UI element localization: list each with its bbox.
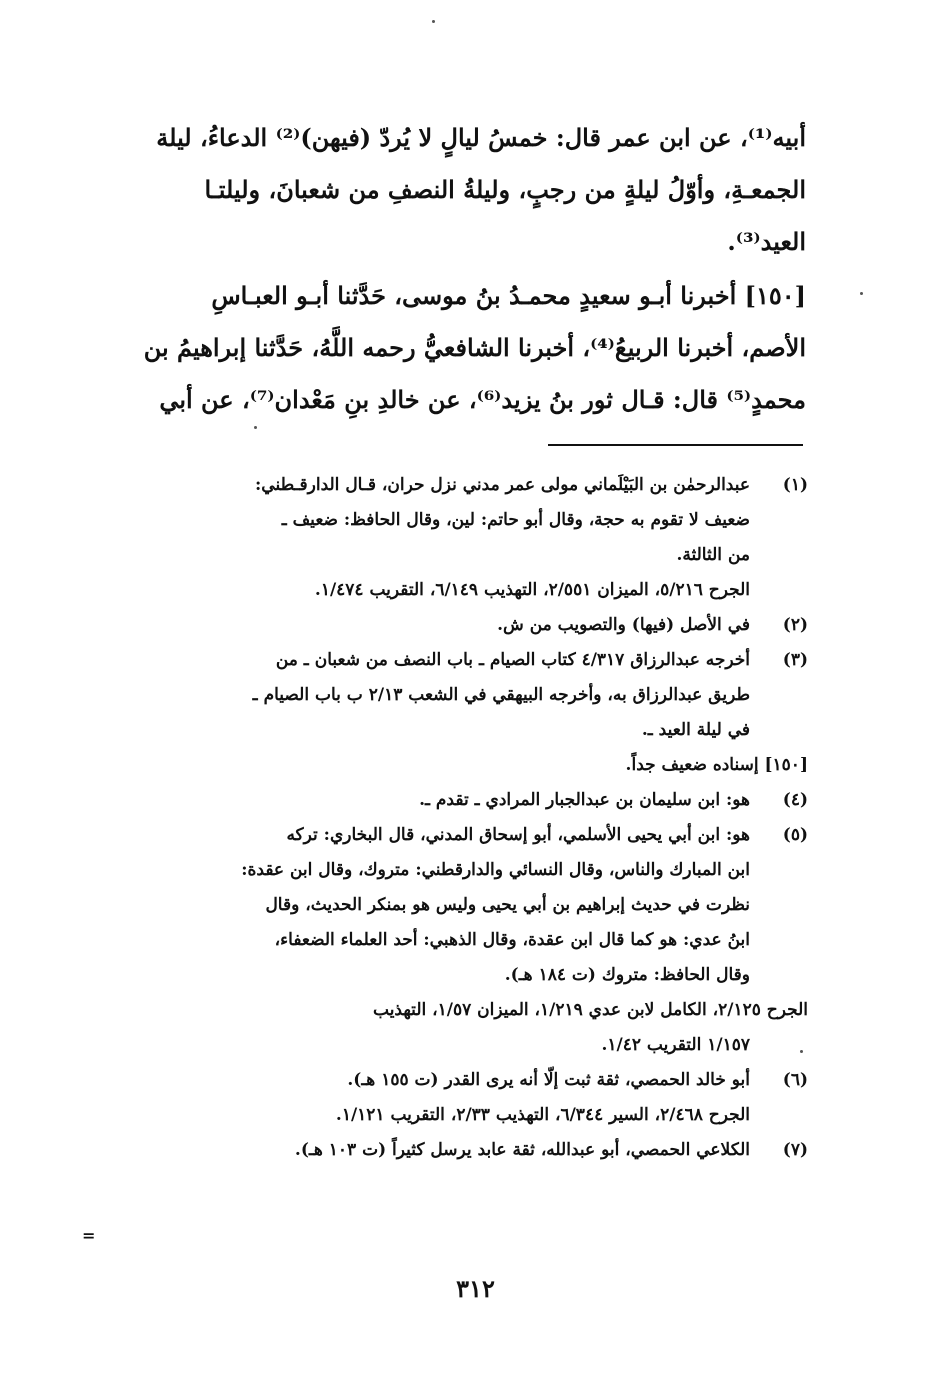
footnote-line: هو: ابن سليمان بن عبدالجبار المرادي ـ تقدم ـ.	[419, 790, 750, 810]
main-line: العيد⁽³⁾.	[727, 227, 806, 256]
footnote-number: (٣)	[782, 650, 808, 670]
main-line: [١٥٠] أخبرنا أبـو سعيدٍ محمـدُ بنُ موسى، حَدَّثنا أبـو العبـاسِ	[211, 281, 806, 310]
footnote-body	[115, 468, 750, 573]
footnote-line: وقال الحافظ: متروك (ت ١٨٤ هـ).	[504, 965, 750, 985]
scan-speck	[432, 20, 435, 23]
main-paragraph-150	[116, 270, 806, 426]
footnote-line: الكلاعي الحمصي، أبو عبدالله، ثقة عابد يرسل كثيراً (ت ١٠٣ هـ).	[294, 1140, 750, 1160]
footnote-line: هو: ابن أبي يحيى الأسلمي، أبو إسحاق المدني، قال البخاري: تركه	[286, 825, 750, 845]
footnote-number: (١)	[782, 475, 808, 495]
footnote-line: أخرجه عبدالرزاق ٤/٣١٧ كتاب الصيام ـ باب النصف من شعبان ـ من	[275, 650, 750, 670]
footnote-line: نظرت في حديث إبراهيم بن أبي يحيى وليس هو بمنكر الحديث، وقال	[265, 895, 750, 915]
isnad-grading-note: [١٥٠] إسناده ضعيف جداً.	[625, 755, 808, 775]
main-line: محمدٍ⁽⁵⁾ قال: قـال ثور بنُ يزيد⁽⁶⁾، عن خالدِ بنِ مَعْدان⁽⁷⁾، عن أبي	[159, 385, 806, 414]
footnote-6	[115, 1063, 808, 1098]
footnote-reference-line: الجرح ٥/٢١٦، الميزان ٢/٥٥١، التهذيب ٦/١٤٩، التقريب ١/٤٧٤.	[314, 580, 750, 600]
footnote-line: ابنُ عدي: هو كما قال ابن عقدة، وقال الذهبي: أحد العلماء الضعفاء،	[274, 930, 750, 950]
page-number: ٣١٢	[456, 1274, 495, 1303]
continuation-mark: =	[82, 1226, 96, 1245]
footnote-number: (٧)	[782, 1140, 808, 1160]
scan-speck	[860, 292, 863, 295]
footnote-line: عبدالرحمٰن بن البَيْلَماني مولى عمر مدني نزل حران، قـال الدارقـطني:	[255, 475, 750, 495]
footnote-body	[115, 818, 750, 993]
footnote-reference-line: ١/١٥٧ التقريب ١/٤٢.	[601, 1035, 750, 1055]
footnote-reference-line: الجرح ٢/١٢٥، الكامل لابن عدي ١/٢١٩، الميزان ١/٥٧، التهذيب	[373, 1000, 808, 1020]
footnote-number: (٦)	[782, 1070, 808, 1090]
footnote-number: (٥)	[782, 825, 808, 845]
footnote-body	[115, 608, 750, 643]
main-line: أبيه⁽¹⁾، عن ابن عمر قال: خمسُ ليالٍ لا يُردّ (فيهن)⁽²⁾ الدعاءُ، ليلة	[156, 123, 806, 152]
footnote-body	[115, 783, 750, 818]
footnote-number: (٤)	[782, 790, 808, 810]
scan-speck	[254, 426, 257, 429]
footnote-1	[115, 468, 808, 573]
scan-speck	[800, 1050, 803, 1053]
main-line: الجمعـةِ، وأوّلُ ليلةٍ من رجبٍ، وليلةُ النصفِ من شعبانَ، وليلتـا	[204, 175, 806, 204]
footnotes-section	[115, 468, 808, 1168]
footnote-reference-line: الجرح ٢/٤٦٨، السير ٦/٣٤٤، التهذيب ٢/٣٣، التقريب ١/١٢١.	[335, 1105, 750, 1125]
footnote-line: في الأصل (فيها) والتصويب من ش.	[497, 615, 750, 635]
footnote-4	[115, 783, 808, 818]
footnote-body	[115, 1063, 750, 1098]
footnote-line: ابن المبارك والناس، وقال النسائي والدارقطني: متروك، وقال ابن عقدة:	[241, 860, 750, 880]
footnote-separator-rule	[548, 444, 803, 446]
footnote-line: ضعيف لا تقوم به حجة، وقال أبو حاتم: لين، وقال الحافظ: ضعيف ـ	[281, 510, 750, 530]
main-line: الأصم، أخبرنا الربيعُ⁽⁴⁾، أخبرنا الشافعيُّ رحمه اللَّهُ، حَدَّثنا إبراهيمُ بن	[143, 333, 806, 362]
footnote-number: (٢)	[782, 615, 808, 635]
footnote-3	[115, 643, 808, 748]
footnote-body	[115, 643, 750, 748]
footnote-line: طريق عبدالرزاق به، وأخرجه البيهقي في الشعب ٢/١٣ ب باب الصيام ـ	[252, 685, 750, 705]
footnote-line: من الثالثة.	[676, 545, 750, 565]
footnote-body	[115, 1133, 750, 1168]
footnote-line: في ليلة العيد ـ.	[641, 720, 750, 740]
footnote-2	[115, 608, 808, 643]
main-paragraph-1	[116, 112, 806, 268]
footnote-7	[115, 1133, 808, 1168]
footnote-line: أبو خالد الحمصي، ثقة ثبت إلّا أنه يرى القدر (ت ١٥٥ هـ).	[347, 1070, 750, 1090]
footnote-5	[115, 818, 808, 993]
